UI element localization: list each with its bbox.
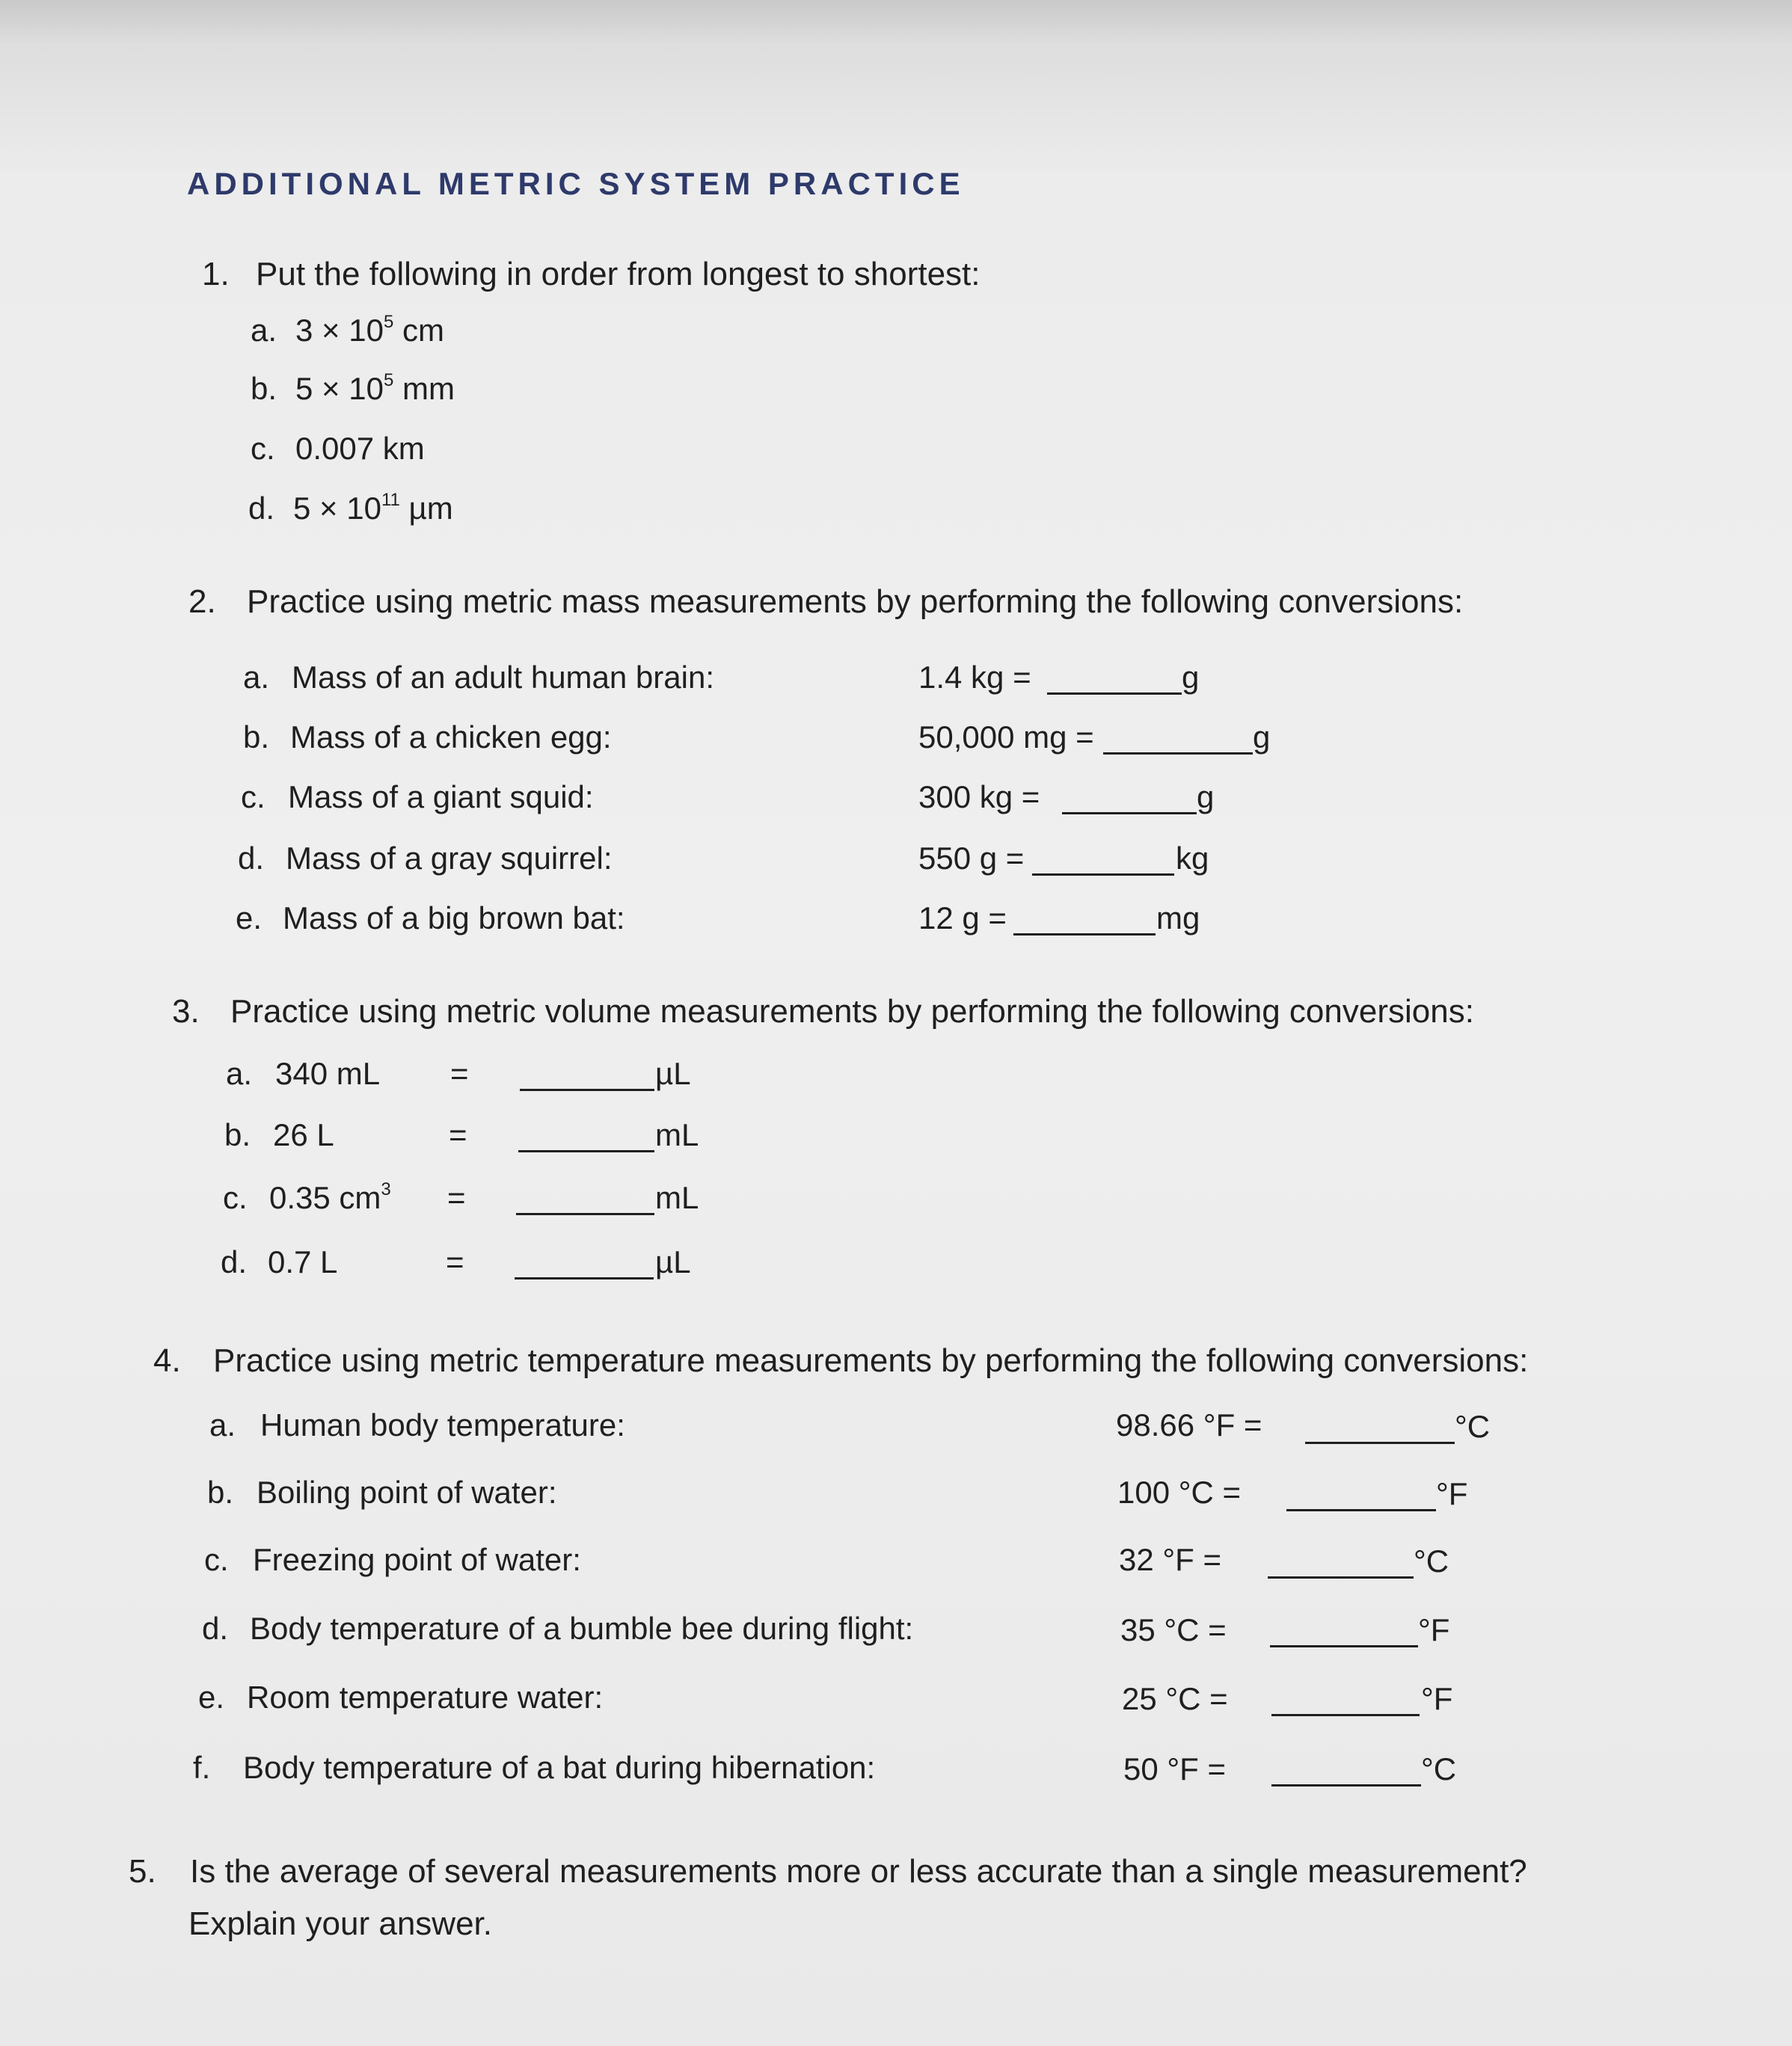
answer-blank[interactable]: [1286, 1478, 1436, 1511]
item-label: d.: [248, 491, 275, 526]
equals-sign: =: [450, 1056, 469, 1091]
value-exponent: 11: [381, 490, 400, 510]
answer-blank[interactable]: [516, 1182, 654, 1215]
value-unit: µm: [399, 491, 453, 526]
item-text: Mass of a big brown bat:: [283, 900, 625, 936]
value-exponent: 3: [381, 1179, 391, 1199]
target-unit: °F: [1421, 1681, 1453, 1716]
target-unit: mL: [655, 1180, 699, 1215]
conversion-expression: 12 g =: [918, 900, 1007, 936]
item-label: c.: [204, 1542, 229, 1577]
question-number: 1.: [202, 256, 230, 292]
conversion-expression: 32 °F =: [1119, 1542, 1222, 1577]
question-text: Is the average of several measurements more or less accurate than a single measurement?: [190, 1853, 1527, 1890]
item-text: Mass of a chicken egg:: [290, 719, 612, 755]
question-number: 3.: [172, 993, 200, 1030]
target-unit: g: [1197, 779, 1215, 814]
target-unit: °F: [1418, 1612, 1450, 1647]
item-value: [295, 371, 455, 407]
target-unit: mL: [655, 1117, 699, 1152]
item-value: 26 L: [273, 1117, 334, 1152]
target-unit: °F: [1436, 1476, 1468, 1511]
item-value: 0.007 km: [295, 431, 425, 466]
answer-blank[interactable]: [1013, 902, 1156, 936]
item-label: c.: [241, 779, 266, 814]
answer-blank[interactable]: [1305, 1410, 1455, 1444]
answer-blank[interactable]: [1271, 1683, 1420, 1716]
value-unit: cm: [393, 313, 444, 348]
item-value: [293, 491, 453, 526]
item-text: Body temperature of a bat during hibernation:: [243, 1750, 876, 1785]
item-text: Mass of an adult human brain:: [292, 660, 714, 695]
item-label: e.: [236, 900, 263, 936]
value-exponent: 5: [383, 370, 394, 390]
target-unit: °C: [1414, 1543, 1449, 1579]
equals-sign: =: [447, 1180, 466, 1215]
item-label: b.: [251, 371, 277, 406]
target-unit: kg: [1176, 841, 1209, 876]
conversion-expression: 300 kg =: [918, 779, 1040, 814]
question-number: 4.: [153, 1342, 181, 1379]
item-label: a.: [251, 313, 277, 348]
page-title: ADDITIONAL METRIC SYSTEM PRACTICE: [187, 166, 965, 201]
answer-blank[interactable]: [518, 1119, 654, 1152]
item-value: 0.7 L: [268, 1244, 338, 1279]
answer-blank[interactable]: [1047, 661, 1182, 695]
item-label: c.: [251, 431, 275, 466]
conversion-expression: 100 °C =: [1117, 1475, 1242, 1510]
item-text: Room temperature water:: [247, 1680, 604, 1715]
value-base: 0.35 cm: [269, 1180, 381, 1215]
item-label: c.: [223, 1180, 248, 1215]
target-unit: °C: [1421, 1751, 1457, 1787]
item-text: Body temperature of a bumble bee during flight:: [250, 1611, 914, 1646]
target-unit: µL: [655, 1244, 691, 1279]
question-text: Practice using metric volume measurements by performing the following conversions:: [230, 993, 1474, 1030]
item-label: e.: [198, 1680, 225, 1715]
target-unit: µL: [655, 1056, 691, 1091]
answer-blank[interactable]: [1271, 1753, 1421, 1787]
answer-blank[interactable]: [1268, 1545, 1414, 1579]
question-text: Practice using metric mass measurements by performing the following conversions:: [247, 583, 1464, 620]
item-label: d.: [202, 1611, 229, 1646]
value-base: 5 × 10: [295, 371, 384, 406]
item-label: b.: [207, 1475, 234, 1510]
item-text: Mass of a gray squirrel:: [286, 841, 613, 876]
conversion-expression: 35 °C =: [1120, 1612, 1227, 1647]
answer-blank[interactable]: [1062, 781, 1197, 814]
target-unit: g: [1182, 660, 1200, 695]
answer-blank[interactable]: [1270, 1614, 1418, 1647]
question-number: 2.: [188, 583, 216, 620]
answer-blank[interactable]: [515, 1246, 654, 1279]
question-text-line-2: Explain your answer.: [188, 1905, 492, 1942]
conversion-expression: 550 g =: [918, 841, 1025, 876]
item-label: f.: [193, 1750, 211, 1785]
conversion-expression: 1.4 kg =: [918, 660, 1031, 695]
item-value: 340 mL: [275, 1056, 381, 1091]
conversion-expression: 50 °F =: [1123, 1751, 1227, 1787]
target-unit: mg: [1156, 900, 1200, 936]
target-unit: g: [1253, 719, 1271, 755]
target-unit: °C: [1455, 1409, 1491, 1444]
value-exponent: 5: [383, 312, 394, 332]
value-base: 5 × 10: [293, 491, 381, 526]
item-label: a.: [243, 660, 270, 695]
conversion-expression: 25 °C =: [1122, 1681, 1228, 1716]
answer-blank[interactable]: [520, 1057, 654, 1091]
answer-blank[interactable]: [1032, 842, 1174, 876]
item-label: b.: [243, 719, 270, 755]
answer-blank[interactable]: [1103, 721, 1253, 755]
equals-sign: =: [449, 1117, 467, 1152]
item-label: d.: [238, 841, 265, 876]
value-base: 3 × 10: [295, 313, 384, 348]
item-text: Mass of a giant squid:: [288, 779, 594, 814]
item-label: d.: [221, 1244, 248, 1279]
item-text: Freezing point of water:: [253, 1542, 581, 1577]
item-value: [295, 313, 444, 348]
question-text: Put the following in order from longest to shortest:: [256, 256, 981, 292]
conversion-expression: 50,000 mg =: [918, 719, 1094, 755]
equals-sign: =: [446, 1244, 464, 1279]
value-unit: mm: [393, 371, 455, 406]
item-text: Boiling point of water:: [257, 1475, 557, 1510]
item-label: b.: [224, 1117, 251, 1152]
question-number: 5.: [129, 1853, 156, 1890]
question-text: Practice using metric temperature measurements by performing the following conversions:: [213, 1342, 1529, 1379]
conversion-expression: 98.66 °F =: [1116, 1407, 1262, 1443]
item-value: [269, 1180, 391, 1216]
item-text: Human body temperature:: [260, 1407, 625, 1443]
item-label: a.: [209, 1407, 236, 1443]
item-label: a.: [226, 1056, 253, 1091]
